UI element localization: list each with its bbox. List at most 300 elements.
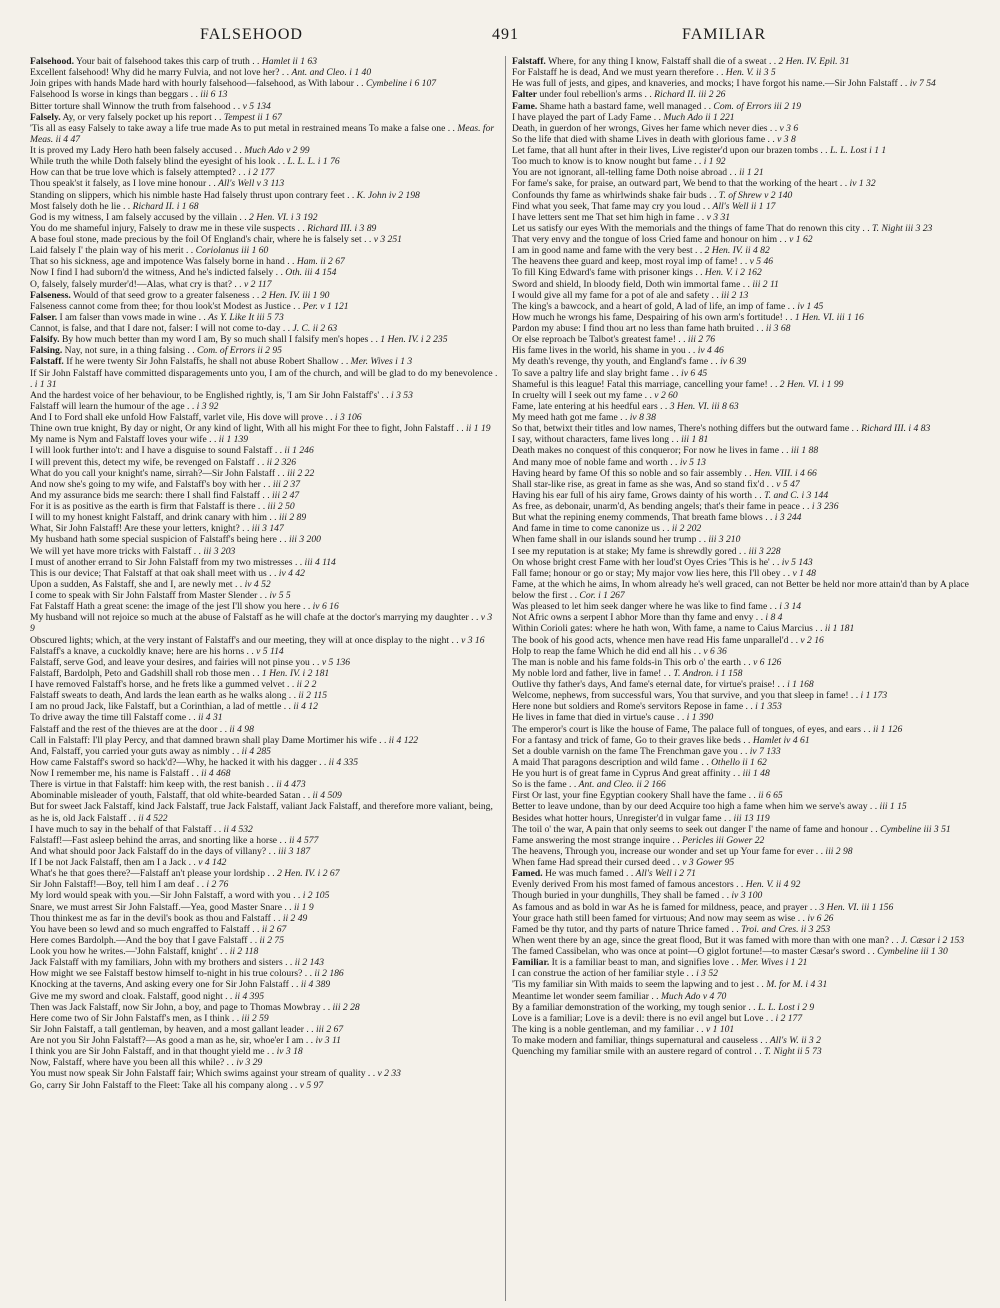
- concordance-entry: While truth the while Doth falsely blind the eyesight of his look . . L. L. L. i 1 76: [30, 156, 340, 168]
- entry-reference: Cor. i 1 267: [579, 590, 625, 601]
- entry-reference: i 3 244: [774, 512, 802, 524]
- entry-reference: 2 Hen. IV. ii 4 82: [704, 245, 770, 257]
- entry-reference: 3 Hen. VI. iii 1 156: [819, 901, 894, 913]
- concordance-entry: Sir John Falstaff!—Boy, tell him I am deaf . . i 2 76: [30, 879, 229, 891]
- concordance-entry: We will yet have more tricks with Falstaff . . iii 3 203: [30, 545, 236, 557]
- entry-quotation: And what should poor Jack Falstaff do in the days of villany?: [30, 845, 267, 857]
- concordance-entry: Death makes no conquest of this conqueror; For now he lives in fame . . iii 1 88: [512, 445, 819, 457]
- entry-quotation: A maid That paragons description and wild fame: [512, 756, 700, 768]
- entry-quotation: I will prevent this, detect my wife, be revenged on Falstaff: [30, 456, 255, 468]
- entry-reference: ii 2 143: [294, 957, 325, 969]
- entry-quotation: Shall star-like rise, as great in fame as she was, And so stand fix'd: [512, 478, 765, 490]
- entry-headword: Falser.: [30, 311, 58, 323]
- entry-quotation: Fame, at the which he aims, In whom already he's well graced, can not Better be held nor more attain'd than by A place below the first: [512, 578, 969, 601]
- entry-quotation: Excellent falsehood! Why did he marry Fulvia, and not love her?: [30, 67, 280, 79]
- entry-quotation: That very envy and the tongue of loss Cried fame and honour on him: [512, 234, 778, 245]
- concordance-entry: Familiar. It is a familiar beast to man, and signifies love . . Mer. Wives i 1 21: [512, 957, 808, 969]
- entry-reference: ii 4 98: [229, 723, 254, 735]
- entry-quotation: And, Falstaff, you carried your guts away as nimbly: [30, 745, 230, 757]
- concordance-entry: Thou thinkest me as far in the devil's book as thou and Falstaff . . ii 2 49: [30, 912, 308, 924]
- entry-reference: v 1 62: [789, 234, 813, 245]
- entry-quotation: Was pleased to let him seek danger where he was like to find fame: [512, 601, 768, 613]
- entry-reference: ii 1 21: [739, 167, 764, 179]
- entry-quotation: Most falsely doth he lie: [30, 200, 121, 212]
- concordance-entry: How can that be true love which is falsely attempted? . . i 2 177: [30, 167, 275, 179]
- concordance-entry: When fame shall in our islands sound her trump . . iii 3 210: [512, 534, 741, 546]
- concordance-entry: Or else reproach be Talbot's greatest fame! . . iii 2 76: [512, 334, 716, 346]
- concordance-entry: The famed Cassibelan, who was once at point—O giglot fortune!—to master Cæsar's sword . . Cymbeline iii 1 30: [512, 946, 948, 957]
- concordance-entry: The king's a bawcock, and a heart of gold, A lad of life, an imp of fame . . iv 1 45: [512, 300, 824, 312]
- entry-headword: Falstaff.: [512, 56, 546, 67]
- entry-quotation: The famed Cassibelan, who was once at point—O giglot fortune!—to master Cæsar's sword: [512, 946, 866, 957]
- entry-reference: ii 4 285: [241, 745, 271, 757]
- concordance-entry: Find what you seek, That fame may cry you loud . . All's Well ii 1 17: [512, 200, 776, 212]
- concordance-entry: I must of another errand to Sir John Falstaff from my two mistresses . . iii 4 114: [30, 556, 336, 568]
- entry-reference: iv 4 46: [697, 345, 724, 357]
- entry-reference: v 5 134: [242, 100, 271, 112]
- entry-reference: iv 4 42: [278, 567, 305, 579]
- entry-quotation: Besides what hotter hours, Unregister'd in vulgar fame: [512, 812, 722, 824]
- entry-reference: Coriolanus iii 1 60: [195, 245, 269, 257]
- entry-reference: T. Night ii 5 73: [764, 1046, 822, 1058]
- concordance-entry: And now she's going to my wife, and Falstaff's boy with her . . iii 2 37: [30, 478, 301, 490]
- entry-headword: Falstaff.: [30, 356, 64, 368]
- entry-reference: ii 4 577: [289, 834, 319, 846]
- entry-reference: i 1 353: [755, 701, 782, 713]
- entry-reference: v 1 101: [705, 1023, 735, 1035]
- concordance-entry: Confounds thy fame as whirlwinds shake fair buds . . T. of Shrew v 2 140: [512, 189, 793, 201]
- entry-quotation: Shame hath a bastard fame, well managed: [539, 100, 702, 112]
- concordance-entry: And the hardest voice of her behaviour, to be Englished rightly, is, 'I am Sir John Falstaff's' . . i 3 53: [30, 389, 413, 401]
- right-column: [505, 56, 980, 1301]
- entry-reference: Tempest ii 1 67: [223, 111, 282, 123]
- concordance-entry: My name is Nym and Falstaff loves your wife . . ii 1 139: [30, 434, 249, 446]
- concordance-entry: Quenching my familiar smile with an austere regard of control . . T. Night ii 5 73: [512, 1046, 822, 1058]
- entry-quotation: The king's a bawcock, and a heart of gold, A lad of life, an imp of fame: [512, 300, 786, 312]
- entry-quotation: Sir John Falstaff, a tall gentleman, by heaven, and a most gallant leader: [30, 1023, 304, 1035]
- entry-reference: ii 2 186: [314, 968, 344, 980]
- concordance-entry: Welcome, nephews, from successful wars, You that survive, and you that sleep in fame! . . i 1 173: [512, 690, 888, 702]
- entry-quotation: How much he wrongs his fame, Despairing of his own arm's fortitude!: [512, 311, 783, 323]
- entry-quotation: Here comes Bardolph.—And the boy that I gave Falstaff: [30, 934, 248, 946]
- entry-reference: iii 2 11: [752, 278, 779, 290]
- entry-reference: T. Night iii 3 23: [872, 222, 933, 234]
- entry-reference: v 2 117: [243, 278, 272, 290]
- entry-quotation: The book of his good acts, whence men have read His fame unparallel'd: [512, 634, 789, 646]
- entry-reference: iii 1 88: [790, 445, 819, 457]
- entry-quotation: Falstaff, Bardolph, Peto and Gadshill shall rob those men: [30, 667, 250, 679]
- concordance-entry: The heavens, Through you, increase our wonder and set up Your fame for ever . . iii 2 98: [512, 845, 853, 857]
- concordance-entry: First Or last, your fine Egyptian cookery Shall have the fame . . ii 6 65: [512, 790, 783, 802]
- entry-quotation: As free, as debonair, unarm'd, As bending angels; that's their fame in peace: [512, 501, 800, 512]
- entry-quotation: That so his sickness, age and impotence Was falsely borne in hand: [30, 256, 285, 268]
- entry-quotation: A base foul stone, made precious by the foil Of England's chair, where he is falsely set: [30, 234, 362, 245]
- entry-reference: ii 3 68: [765, 323, 791, 334]
- entry-reference: iii 2 76: [687, 334, 716, 346]
- entry-quotation: The man is noble and his fame folds-in This orb o' the earth: [512, 656, 742, 668]
- concordance-entry: The man is noble and his fame folds-in This orb o' the earth . . v 6 126: [512, 656, 782, 668]
- entry-reference: 2 Hen. VI. i 1 99: [779, 378, 844, 390]
- entry-reference: Hen. V. i 2 162: [704, 267, 762, 279]
- entry-quotation: Though buried in your dunghills, They shall be famed: [512, 890, 720, 902]
- concordance-entry: Here come two of Sir John Falstaff's men, as I think . . iii 2 59: [30, 1012, 269, 1024]
- entry-quotation: Famed be thy tutor, and thy parts of nature Thrice famed: [512, 923, 730, 935]
- entry-reference: iv 5 13: [679, 456, 706, 468]
- entry-headword: Falseness.: [30, 289, 71, 301]
- entry-reference: v 5 136: [321, 656, 351, 668]
- concordance-entry: Falseness cannot come from thee; for thou look'st Modest as Justice . . Per. v 1 121: [30, 300, 349, 312]
- entry-quotation: If Sir John Falstaff have committed disparagements unto you, I am of the church, and will be glad to do my benevolence: [30, 367, 493, 379]
- concordance-entry: Falstaff, Bardolph, Peto and Gadshill shall rob those men . . 1 Hen. IV. i 2 181: [30, 667, 330, 679]
- concordance-entry: Here comes Bardolph.—And the boy that I gave Falstaff . . ii 2 75: [30, 934, 285, 946]
- concordance-entry: Falstaff!—Fast asleep behind the arras, and snorting like a horse . . ii 4 577: [30, 834, 319, 846]
- entry-reference: iv 5 5: [269, 590, 291, 601]
- concordance-entry: And I to Ford shall eke unfold How Falstaff, varlet vile, His dove will prove . . i 3 106: [30, 412, 362, 423]
- concordance-entry: You do me shameful injury, Falsely to draw me in these vile suspects . . Richard III. i 3 89: [30, 222, 377, 234]
- entry-reference: ii 1 246: [284, 445, 314, 457]
- concordance-entry: Better to leave undone, than by our deed Acquire too high a fame when him we serve's away . . iii 1 15: [512, 801, 907, 813]
- concordance-entry: That so his sickness, age and impotence Was falsely borne in hand . . Ham. ii 2 67: [30, 256, 345, 268]
- entry-reference: ii 4 468: [201, 768, 231, 779]
- entry-reference: ii 1 126: [872, 723, 903, 735]
- entry-reference: ii 4 522: [138, 812, 168, 824]
- entry-reference: v 3 6: [779, 122, 799, 134]
- entry-reference: ii 1 181: [824, 623, 855, 635]
- entry-reference: i 2 177: [247, 167, 275, 179]
- entry-reference: Hamlet ii 1 63: [261, 56, 318, 67]
- concordance-entry: My meed hath got me fame . . iv 8 38: [512, 412, 656, 423]
- concordance-entry: Fame answering the most strange inquire . . Pericles iii Gower 22: [512, 834, 765, 846]
- concordance-entry: You must now speak Sir John Falstaff fair; Which swims against your stream of quality . . v 2 33: [30, 1068, 401, 1080]
- entry-quotation: 'Tis all as easy Falsely to take away a life true made As to put metal in restrained means To make a false one: [30, 122, 446, 134]
- entry-quotation: Thine own true knight, By day or night, Or any kind of light, With all his might For thee to fight, John Falstaff: [30, 423, 455, 435]
- entry-quotation: Outlive thy father's days, And fame's eternal date, for virtue's praise!: [512, 679, 776, 690]
- entry-reference: L. L. Lost i 1 1: [829, 145, 887, 156]
- concordance-entry: Falstaff. If he were twenty Sir John Falstaffs, he shall not abuse Robert Shallow . . Mer. Wives i 1 3: [30, 356, 413, 368]
- concordance-entry: I will look further into't: and I have a disguise to sound Falstaff . . ii 1 246: [30, 445, 314, 457]
- entry-reference: Richard III. i 3 89: [307, 222, 377, 234]
- entry-reference: ii 4 122: [388, 734, 419, 746]
- entry-quotation: I am falser than vows made in wine: [59, 311, 197, 323]
- entry-quotation: I can construe the action of her familiar style: [512, 968, 685, 980]
- entry-quotation: He was full of jests, and gipes, and knaveries, and mocks; I have forgot his name.—Sir John Falstaff: [512, 78, 898, 90]
- entry-reference: v 3 251: [373, 234, 402, 245]
- entry-reference: iii 2 47: [272, 489, 300, 501]
- concordance-entry: Pardon my abuse: I find thou art no less than fame hath bruited . . ii 3 68: [512, 323, 791, 334]
- concordance-entry: I see my reputation is at stake; My fame is shrewdly gored . . iii 3 228: [512, 545, 781, 557]
- entry-quotation: To fill King Edward's fame with prisoner kings: [512, 267, 693, 279]
- concordance-entry: Upon a sudden, As Falstaff, she and I, are newly met . . iv 4 52: [30, 578, 271, 590]
- concordance-entry: My lord would speak with you.—Sir John Falstaff, a word with you . . i 2 105: [30, 890, 330, 902]
- entry-quotation: Better to leave undone, than by our deed Acquire too high a fame when him we serve's away: [512, 801, 868, 813]
- entry-quotation: Jack Falstaff with my familiars, John with my brothers and sisters: [30, 957, 283, 969]
- entry-reference: Per. v 1 121: [302, 300, 349, 312]
- entry-reference: iii 3 187: [278, 845, 311, 857]
- concordance-entry: Fame, late entering at his heedful ears . . 3 Hen. VI. iii 8 63: [512, 400, 739, 412]
- entry-quotation: Falstaff, serve God, and leave your desires, and fairies will not pinse you: [30, 656, 310, 668]
- entry-reference: ii 1 139: [218, 434, 249, 446]
- concordance-entry: By a familiar demonstration of the working, my tough senior . . L. L. Lost i 2 9: [512, 1001, 815, 1013]
- entry-quotation: Falstaff and the rest of the thieves are at the door: [30, 723, 218, 735]
- concordance-entry: Love is a familiar; Love is a devil: there is no evil angel but Love . . i 2 177: [512, 1012, 803, 1024]
- concordance-entry: How much he wrongs his fame, Despairing of his own arm's fortitude! . . 1 Hen. VI. iii 1 16: [512, 311, 864, 323]
- entry-quotation: You are not ignorant, all-telling fame Doth noise abroad: [512, 167, 728, 179]
- entry-reference: iii 1 81: [681, 434, 709, 446]
- entry-reference: iv 3 29: [236, 1057, 263, 1069]
- entry-quotation: To save a paltry life and slay bright fame: [512, 367, 670, 379]
- entry-reference: ii 4 31: [198, 712, 223, 724]
- entry-quotation: He was much famed: [545, 868, 624, 880]
- entry-reference: ii 2 326: [266, 456, 297, 468]
- entry-quotation: I see my reputation is at stake; My fame is shrewdly gored: [512, 545, 737, 557]
- concordance-entry: The heavens thee guard and keep, most royal imp of fame! . . v 5 46: [512, 256, 774, 268]
- concordance-entry: Falstaff, serve God, and leave your desires, and fairies will not pinse you . . v 5 136: [30, 656, 351, 668]
- concordance-entry: Falter under foul rebellion's arms . . Richard II. iii 2 26: [512, 89, 726, 101]
- concordance-entry: How came Falstaff's sword so hack'd?—Why, he hacked it with his dagger . . ii 4 335: [30, 756, 358, 768]
- entry-reference: v 3 8: [777, 133, 796, 145]
- concordance-entry: Fat Falstaff Hath a great scene: the image of the jest I'll show you here . . iv 6 16: [30, 601, 339, 613]
- entry-reference: iii 2 28: [332, 1001, 360, 1013]
- entry-quotation: My death's revenge, thy youth, and England's fame: [512, 356, 709, 368]
- concordance-entry: Falsehood Is worse in kings than beggars . . iii 6 13: [30, 89, 228, 101]
- concordance-entry: Thine own true knight, By day or night, Or any kind of light, With all his might For thee to fight, John Falstaff . . ii 1 19: [30, 423, 491, 435]
- entry-quotation: For Falstaff he is dead, And we must yearn therefore: [512, 67, 714, 79]
- entry-quotation: The king is a noble gentleman, and my familiar: [512, 1023, 694, 1035]
- concordance-entry: Outlive thy father's days, And fame's eternal date, for virtue's praise! . . i 1 168: [512, 679, 814, 690]
- concordance-entry: God is my witness, I am falsely accused by the villain . . 2 Hen. VI. i 3 192: [30, 211, 318, 223]
- entry-quotation: For fame's sake, for praise, an outward part, We bend to that the working of the heart: [512, 178, 838, 190]
- entry-reference: ii 6 65: [758, 790, 783, 802]
- entry-reference: Com. of Errors iii 2 19: [713, 100, 802, 112]
- entry-reference: iii 2 22: [287, 467, 315, 479]
- entry-quotation: Here come two of Sir John Falstaff's men, as I think: [30, 1012, 230, 1024]
- entry-quotation: Or else reproach be Talbot's greatest fame!: [512, 334, 676, 346]
- concordance-entry: He was full of jests, and gipes, and knaveries, and mocks; I have forgot his name.—Sir John Falstaff . . iv 7 54: [512, 78, 936, 90]
- entry-reference: i 3 236: [811, 501, 839, 512]
- entry-quotation: Falstaff will learn the humour of the age: [30, 400, 185, 412]
- entry-headword: Falsely.: [30, 111, 61, 123]
- entry-quotation: under foul rebellion's arms: [539, 89, 643, 101]
- entry-reference: iv 6 16: [312, 601, 339, 613]
- concordance-entry: Cannot, is false, and that I dare not, falser: I will not come to-day . . J. C. ii 2 63: [30, 323, 338, 334]
- entry-quotation: Welcome, nephews, from successful wars, You that survive, and you that sleep in fame!: [512, 690, 849, 702]
- entry-reference: iii 3 203: [203, 545, 236, 557]
- entry-reference: i 3 106: [334, 412, 362, 423]
- concordance-entry: If I be not Jack Falstaff, then am I a Jack . . v 4 142: [30, 857, 227, 868]
- entry-quotation: Death, in guerdon of her wrongs, Gives her fame which never dies: [512, 122, 768, 134]
- entry-quotation: When went there by an age, since the great flood, But it was famed with more than with one man?: [512, 934, 889, 946]
- concordance-entry: Give me my sword and cloak. Falstaff, good night . . ii 4 395: [30, 990, 265, 1002]
- concordance-entry: For a fantasy and trick of fame, Go to their graves like beds . . Hamlet iv 4 61: [512, 734, 810, 746]
- entry-quotation: 'Tis my familiar sin With maids to seem the lapwing and to jest: [512, 979, 755, 991]
- concordance-entry: Jack Falstaff with my familiars, John with my brothers and sisters . . ii 2 143: [30, 957, 325, 969]
- concordance-entry: My husband will not rejoice so much at the abuse of Falstaff as he will chafe at the doctor's marrying my daughter . . v 3 9: [30, 612, 493, 635]
- entry-reference: v 5 47: [776, 478, 800, 490]
- concordance-entry: Your grace hath still been famed for virtuous; And now may seem as wise . . iv 6 26: [512, 912, 834, 924]
- entry-reference: Mer. Wives i 1 3: [350, 356, 413, 368]
- entry-quotation: You must now speak Sir John Falstaff fair; Which swims against your stream of quality: [30, 1068, 366, 1080]
- entry-reference: iv 7 133: [749, 745, 781, 757]
- concordance-entry: When went there by an age, since the great flood, But it was famed with more than with one man? . . J. Cæsar i 2 153: [512, 934, 965, 946]
- entry-quotation: I will to my honest knight Falstaff, and drink canary with him: [30, 512, 267, 524]
- entry-reference: iii 2 13: [721, 289, 749, 301]
- entry-reference: T. of Shrew v 2 140: [718, 189, 793, 201]
- entry-quotation: Knocking at the taverns, And asking every one for Sir John Falstaff: [30, 979, 289, 991]
- entry-quotation: And many moe of noble fame and worth: [512, 456, 668, 468]
- two-column-body: [30, 56, 980, 1301]
- entry-reference: v 6 126: [753, 656, 782, 668]
- entry-reference: 1 Hen. IV. i 2 181: [261, 667, 330, 679]
- entry-reference: iii 3 210: [708, 534, 741, 546]
- entry-reference: ii 4 389: [300, 979, 331, 991]
- entry-quotation: Thou speak'st it falsely, as I love mine honour: [30, 178, 207, 190]
- entry-quotation: Set a double varnish on the fame The Frenchman gave you: [512, 745, 738, 757]
- entry-reference: ii 2 49: [282, 912, 308, 924]
- entry-quotation: For it is as positive as the earth is firm that Falstaff is there: [30, 501, 256, 512]
- concordance-entry: And many moe of noble fame and worth . . iv 5 13: [512, 456, 706, 468]
- entry-quotation: By how much better than my word I am, By so much shall I falsify men's hopes: [62, 334, 369, 346]
- entry-reference: ii 2 115: [298, 690, 327, 702]
- entry-quotation: I think you are Sir John Falstaff, and in that thought yield me: [30, 1046, 265, 1058]
- concordance-entry: I think you are Sir John Falstaff, and in that thought yield me . . iv 3 18: [30, 1046, 303, 1058]
- entry-reference: i 1 173: [860, 690, 888, 702]
- entry-quotation: This is our device; That Falstaff at that oak shall meet with us: [30, 567, 267, 579]
- concordance-entry: Fame. Shame hath a bastard fame, well managed . . Com. of Errors iii 2 19: [512, 100, 802, 112]
- concordance-entry: Falsehood. Your bait of falsehood takes this carp of truth . . Hamlet ii 1 63: [30, 56, 318, 67]
- entry-reference: K. John iv 2 198: [356, 189, 420, 201]
- concordance-entry: Call in Falstaff: I'll play Percy, and that damned brawn shall play Dame Mortimer his wife . . ii 4 122: [30, 734, 419, 746]
- entry-quotation: Meantime let wonder seem familiar: [512, 990, 649, 1002]
- entry-quotation: Sword and shield, In bloody field, Doth win immortal fame: [512, 278, 741, 290]
- entry-reference: iv 6 26: [807, 912, 834, 924]
- entry-quotation: Now I find I had suborn'd the witness, And he's indicted falsely: [30, 267, 274, 279]
- entry-reference: L. L. L. i 1 76: [287, 156, 340, 168]
- concordance-entry: Now I find I had suborn'd the witness, And he's indicted falsely . . Oth. iii 4 154: [30, 267, 337, 279]
- entry-quotation: When fame Had spread their cursed deed: [512, 857, 671, 868]
- entry-reference: v 2 60: [654, 389, 678, 401]
- entry-reference: iv 1 45: [797, 300, 824, 312]
- concordance-entry: Join gripes with hands Made hard with hourly falsehood—falsehood, as With labour . . Cymbeline i 6 107: [30, 78, 437, 90]
- entry-quotation: Your grace hath still been famed for virtuous; And now may seem as wise: [512, 912, 796, 924]
- entry-quotation: What, Sir John Falstaff! Are these your letters, knight?: [30, 523, 240, 535]
- concordance-entry: I will to my honest knight Falstaff, and drink canary with him . . iii 2 89: [30, 512, 307, 524]
- concordance-entry: Look you how he writes.—'John Falstaff, knight' . . ii 2 118: [30, 946, 259, 957]
- entry-reference: L. L. Lost i 2 9: [757, 1001, 815, 1013]
- entry-quotation: So that, betwixt their titles and low names, There's nothing differs but the outward fame: [512, 423, 850, 435]
- concordance-entry: I say, without characters, fame lives long . . iii 1 81: [512, 434, 709, 446]
- concordance-entry: As famous and as bold in war As he is famed for mildness, peace, and prayer . . 3 Hen. VI. iii 1 156: [512, 901, 894, 913]
- entry-reference: i 3 52: [696, 968, 718, 980]
- entry-quotation: Falsehood Is worse in kings than beggars: [30, 89, 189, 101]
- entry-reference: i 1 168: [787, 679, 814, 690]
- left-column: [30, 56, 505, 1301]
- entry-reference: iv 5 143: [781, 556, 813, 568]
- entry-quotation: Falseness cannot come from thee; for thou look'st Modest as Justice: [30, 300, 291, 312]
- entry-reference: Oth. iii 4 154: [285, 267, 337, 279]
- entry-quotation: Shameful is this league! Fatal this marriage, cancelling your fame!: [512, 378, 768, 390]
- concordance-entry: If Sir John Falstaff have committed disparagements unto you, I am of the church, and will be glad to do my benevolence . . i 1 31: [30, 367, 498, 390]
- entry-quotation: Falstaff's a knave, a cuckoldly knave; here are his horns: [30, 645, 245, 657]
- concordance-entry: Most falsely doth he lie . . Richard II. i 1 68: [30, 200, 199, 212]
- concordance-entry: Obscured lights; which, at the very instant of Falstaff's and our meeting, they will at once display to the night . . v 3 16: [30, 634, 485, 646]
- entry-reference: Troi. and Cres. ii 3 253: [741, 923, 831, 935]
- entry-quotation: I have played the part of Lady Fame: [512, 111, 652, 123]
- concordance-entry: I have letters sent me That set him high in fame . . v 3 31: [512, 211, 731, 223]
- entry-reference: iv 6 45: [681, 367, 708, 379]
- entry-quotation: Now I remember me, his name is Falstaff: [30, 768, 190, 779]
- concordance-entry: To make modern and familiar, things supernatural and causeless . . All's W. ii 3 2: [512, 1035, 821, 1046]
- entry-reference: i 1 390: [686, 712, 714, 724]
- concordance-entry: 'Tis all as easy Falsely to take away a life true made As to put metal in restrained means To make a false one . . Meas. for Meas. ii 4 47: [30, 122, 495, 145]
- entry-reference: All's Well v 3 113: [218, 178, 285, 190]
- entry-reference: J. Cæsar i 2 153: [900, 934, 965, 946]
- entry-quotation: I say, without characters, fame lives long: [512, 434, 670, 446]
- entry-reference: As Y. Like It iii 5 73: [208, 311, 284, 323]
- entry-quotation: I come to speak with Sir John Falstaff from Master Slender: [30, 590, 258, 601]
- entry-quotation: Sir John Falstaff!—Boy, tell him I am deaf: [30, 879, 195, 891]
- entry-reference: iv 1 32: [849, 178, 876, 190]
- entry-quotation: Nay, not sure, in a thing falsing: [64, 345, 186, 357]
- concordance-entry: Death, in guerdon of her wrongs, Gives her fame which never dies . . v 3 6: [512, 122, 799, 134]
- concordance-entry: How might we see Falstaff bestow himself to-night in his true colours? . . ii 2 186: [30, 968, 344, 980]
- entry-reference: v 3 16: [461, 634, 485, 646]
- concordance-entry: What, Sir John Falstaff! Are these your letters, knight? . . iii 3 147: [30, 523, 284, 535]
- entry-reference: Ant. and Cleo. i 1 40: [291, 67, 372, 79]
- entry-reference: v 3 Gower 95: [682, 857, 735, 868]
- entry-quotation: But for sweet Jack Falstaff, kind Jack Falstaff, true Jack Falstaff, valiant Jack Falstaff, and therefore more valiant, being, as he is, old Jack Falstaff: [30, 801, 493, 824]
- entry-quotation: I am no proud Jack, like Falstaff, but a Corinthian, a lad of mettle: [30, 701, 282, 713]
- entry-quotation: Cannot, is false, and that I dare not, falser: I will not come to-day: [30, 323, 281, 334]
- entry-quotation: He you hurt is of great fame in Cyprus And great affinity: [512, 768, 731, 779]
- page-header: [32, 26, 968, 50]
- entry-reference: 2 Hen. IV. Epil. 31: [778, 56, 850, 67]
- entry-reference: All's W. ii 3 2: [769, 1035, 821, 1046]
- entry-headword: Falsify.: [30, 334, 60, 346]
- concordance-entry: The emperor's court is like the house of Fame, The palace full of tongues, of eyes, and ears . . ii 1 126: [512, 723, 903, 735]
- concordance-entry: Set a double varnish on the fame The Frenchman gave you . . iv 7 133: [512, 745, 781, 757]
- concordance-entry: Falsing. Nay, not sure, in a thing falsing . . Com. of Errors ii 2 95: [30, 345, 282, 357]
- entry-quotation: My lord would speak with you.—Sir John Falstaff, a word with you: [30, 890, 291, 902]
- entry-quotation: Are not you Sir John Falstaff?—As good a man as he, sir, whoe'er I am: [30, 1035, 304, 1046]
- entry-reference: i 3 14: [779, 601, 802, 613]
- entry-reference: T. Andron. i 1 158: [673, 667, 743, 679]
- concordance-entry: You are not ignorant, all-telling fame Doth noise abroad . . ii 1 21: [512, 167, 764, 179]
- entry-reference: iv 4 52: [244, 578, 271, 590]
- concordance-entry: Thou speak'st it falsely, as I love mine honour . . All's Well v 3 113: [30, 178, 285, 190]
- entry-reference: M. for M. i 4 31: [766, 979, 828, 991]
- concordance-entry: Then was Jack Falstaff, now Sir John, a boy, and page to Thomas Mowbray . . iii 2 28: [30, 1001, 360, 1013]
- entry-quotation: And fame in time to come canonize us: [512, 523, 660, 535]
- entry-reference: i 3 92: [196, 400, 219, 412]
- entry-quotation: So is the fame: [512, 779, 567, 791]
- entry-quotation: My husband will not rejoice so much at the abuse of Falstaff as he will chafe at the doctor's marrying my daughter: [30, 612, 469, 624]
- entry-quotation: Snare, we must arrest Sir John Falstaff.—Yea, good Master Snare: [30, 901, 282, 913]
- entry-quotation: I have much to say in the behalf of that Falstaff: [30, 823, 212, 835]
- entry-quotation: O, falsely, falsely murder'd!—Alas, what cry is that?: [30, 278, 232, 290]
- entry-quotation: My name is Nym and Falstaff loves your wife: [30, 434, 207, 446]
- concordance-entry: A base foul stone, made precious by the foil Of England's chair, where he is falsely set . . v 3 251: [30, 234, 402, 245]
- concordance-entry: You have been so lewd and so much engraffed to Falstaff . . ii 2 67: [30, 923, 287, 935]
- entry-quotation: Let us satisfy our eyes With the memorials and the things of fame That do renown this city: [512, 222, 861, 234]
- concordance-entry: I can construe the action of her familiar style . . i 3 52: [512, 968, 718, 980]
- concordance-entry: For Falstaff he is dead, And we must yearn therefore . . Hen. V. ii 3 5: [512, 67, 776, 79]
- entry-quotation: Death makes no conquest of this conqueror; For now he lives in fame: [512, 445, 779, 457]
- concordance-entry: Falstaff's a knave, a cuckoldly knave; here are his horns . . v 5 114: [30, 645, 284, 657]
- entry-quotation: And the hardest voice of her behaviour, to be Englished rightly, is, 'I am Sir John Falstaff's': [30, 389, 380, 401]
- entry-quotation: What do you call your knight's name, sirrah?—Sir John Falstaff: [30, 467, 276, 479]
- concordance-entry: Bitter torture shall Winnow the truth from falsehood . . v 5 134: [30, 100, 271, 112]
- entry-quotation: Fall fame; honour or go or stay; My major vow lies here, this I'll obey: [512, 567, 781, 579]
